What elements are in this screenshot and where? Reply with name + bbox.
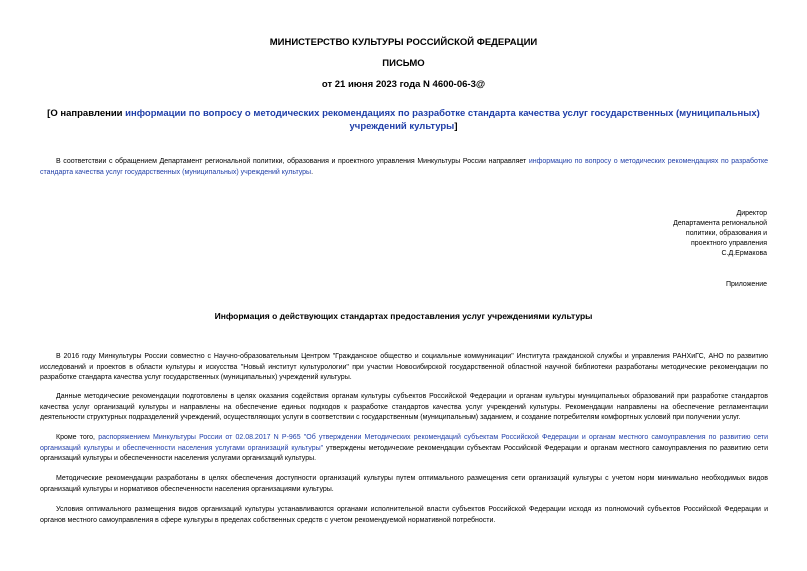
subject-link[interactable]: информации по вопросу о методических рекомендациях по разработке стандарта качества услуг государственных (муниципальных) учреждений культуры [125,108,760,132]
intro-paragraph [40,157,768,178]
body-paragraph-5: Условия оптимального размещения видов организаций культуры устанавливаются органами исполнительной власти субъектов Российской Федерации исходя из полномочий субъектов Российской Федерации и органов местного самоуправления в сфере культуры в пределах собственных средств с учетом рекомендуемой нормативной потребности. [40,506,768,524]
intro-end: . [311,168,314,176]
body-paragraph-4: Методические рекомендации разработаны в целях обеспечения доступности организаций культуры путем оптимального размещения сети организаций культуры с учетом норм минимально необходимых видов организаций культуры и нормативов обеспеченности населения организациями культуры. [40,475,768,493]
signature-block [607,209,767,259]
subject-prefix: [О направлении [47,108,126,119]
appendix-label: Приложение [725,281,767,288]
p3-order-link[interactable]: распоряжением Минкультуры России от 02.08.2017 N Р-965 "Об утверждении Методических рекомендаций субъектам Российской Федерации и органам местного самоуправления по развитию сети организаций культуры и обеспеченности населения услугами организаций культуры" [40,434,768,452]
body-paragraph-3 [40,433,768,465]
signature-name: С.Д.Ермакова [721,250,767,257]
subject-suffix: ] [454,121,458,132]
body-paragraph-2: Данные методические рекомендации подготовлены в целях оказания содействия органам культуры субъектов Российской Федерации и органам культуры муниципальных образований при разработке стандартов качества услуг организаций культуры и направлены на обеспечение единых подходов к разработке стандартов качества услуг учреждений культуры. Рекомендации направлены на обеспечение регламентации деятельности структурных подразделений учреждений, осуществляющих услуги в соответствии с государственным (муниципальным) заданием, и создание потребителям комфортных условий при получении услуг. [40,393,768,421]
signature-department-line1: Департамента региональной [673,220,767,227]
document-subject [40,107,767,133]
body-paragraph-1: В 2016 году Минкультуры России совместно с Научно-образовательным Центром "Гражданское общество и социальные коммуникации" Института гражданской службы и управления РАНХиГС, АНО по развитию исследований и проектов в области культуры и искусства "Новый институт культурологии" при участии Новосибирской государственной областной научной библиотеки разработаны методические рекомендации по разработке стандарта качества услуг государственных (муниципальных) учреждений культуры. [40,353,768,381]
intro-text: В соответствии с обращением Департамент региональной политики, образования и проектного управления Минкультуры России направляет [56,158,529,165]
document-type: ПИСЬМО [382,58,425,69]
signature-department-line2: политики, образования и [685,230,767,237]
appendix-title: Информация о действующих стандартах предоставления услуг учреждениями культуры [214,311,593,321]
intro-link[interactable]: информацию по вопросу о методических рекомендациях по разработке стандарта качества услуг государственных (муниципальных) учреждений культуры [40,158,768,176]
p3-start: Кроме того, [56,434,99,441]
document-date-number: от 21 июня 2023 года N 4600-06-3@ [321,79,486,90]
p3-end: утверждены методические рекомендации субъектам Российской Федерации и органам местного самоуправления по развитию сети организаций культуры и обеспеченности населения услугами организаций культуры. [40,444,769,462]
ministry-heading: МИНИСТЕРСТВО КУЛЬТУРЫ РОССИЙСКОЙ ФЕДЕРАЦИИ [269,37,538,48]
signature-position: Директор [736,210,767,217]
signature-department-line3: проектного управления [691,240,767,247]
